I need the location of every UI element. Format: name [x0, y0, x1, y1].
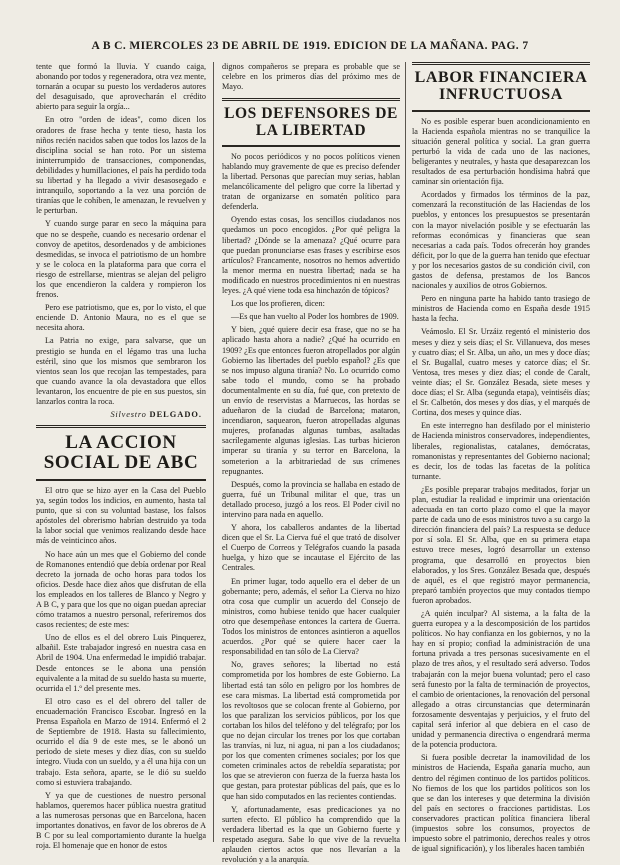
column-left [36, 62, 206, 851]
article-paragraph: No hace aún un mes que el Gobierno del conde de Romanones entendió que debía ordenar por Real decreto la jornada de ocho horas para todos los oficios. Desde hace diez años que disfrutan de ella los empleados en los talleres de Blanco y Negro y A B C, y para que los que no oigan puedan apreciar cómo tratamos a nuestro personal, referiremos dos casos recientes; de este mes: [36, 549, 206, 630]
article-paragraph: El otro que se hizo ayer en la Casa del Pueblo ya, según todos los indicios, en aumento, hasta tal punto, que si con su voluntad bastase, los falsos apóstoles del obrerismo habrían destruido ya toda la labor social que venimos realizando desde hace más de veinticinco años. [36, 485, 206, 546]
article-paragraph: Uno de ellos es el del obrero Luis Pinquerez, albañil. Este trabajador ingresó en nuestra casa en Abril de 1904. Una enfermedad le impidió trabajar. Desde entonces se le abona una pensión equivalente a la mitad de su sueldo hasta su muerte, ocurrida el 1.º del presente mes. [36, 633, 206, 693]
signature-last-name: DELGADO. [149, 410, 202, 420]
article-paragraph: Y, afortunadamente, esas predicaciones ya no surten efecto. El público ha comprendido que la verdadera libertad es la que un Gobierno fuerte y respetado asegura. Sabe lo que vive de la revuelta aplauden ciertos actos que nos llevarían a la revolución y a la anarquía. [222, 804, 400, 865]
article-paragraph: En otro "orden de ideas", como dicen los oradores de frase hecha y tente tieso, hasta los niños recién nacidos saben que todos los lazos de la disciplina social se han roto. Por un sistema ininterrumpido de transacciones, componendas, debilidades y humillaciones, el país ha perdido toda su libertad y ha llegado a vivir desasosegado e intranquilo, soportando a la vez una porción de tiranías que le cohíben, le amenazan, le revuelven y le perturban. [36, 115, 206, 216]
article-title: LOS DEFENSORES DE LA LIBERTAD [224, 105, 398, 139]
article-paragraph: Si fuera posible decretar la inamovilidad de los ministros de Hacienda, España ganaría mucho, aun dentro del régimen continuo de los partidos políticos. No fiemos de los que los partidos políticos son los que se dan los intereses y que determina la división del país en sectores o fracciones partidistas. Los conservadores practican política financiera liberal (impuestos sobre los consumos, proyectos de impuesto sobre el patrimonio, derechos reales y otros de igual significación), y los liberales hacen también [412, 753, 590, 854]
article-paragraph: ¿Es posible preparar trabajos meditados, forjar un plan, estudiar la realidad e imprimir una orientación adecuada en tan corto plazo como el que la mayor parte de cada uno de esos ministros tuvo a su cargo la dirección financiera del país? La respuesta se deduce por sí sola. El Sr. Alba, que en su primera etapa estuvo trece meses, logró desarrollar un extenso programa, que desarrolló en proyectos bien elaborados, y los Sres. González Besada que, después de aquél, es el que registró mayor permanencia, preparó también proyectos que muy contados tiempo fueron aprobados. [412, 484, 590, 605]
column-middle [222, 62, 400, 865]
article-paragraph: Y ahora, los caballeros andantes de la libertad dicen que el Sr. La Cierva fué el que trató de disolver el Cuerpo de Correos y Telégrafos cuando la pasada huelga, y hizo que se incautase el Ejército de las Centrales. [222, 523, 400, 573]
article-paragraph: dignos compañeros se prepara es probable que se celebre en los primeros días del próximo mes de Mayo. [222, 62, 400, 92]
article-title: LABOR FINANCIERA INFRUCTUOSA [414, 69, 588, 103]
article-signature [36, 410, 202, 419]
article-paragraph: Veámoslo. El Sr. Urzáiz regentó el ministerio dos meses y diez y seis días; el Sr. Villanueva, dos meses y cuatro días; el Sr. Alba, un año, un mes y doce días; el Sr. Bugallal, cuatro meses y catorce días; el Sr. Ventosa, tres meses y diez días; el conde de Caralt, veinte días; el Sr. González Besada, siete meses y doce días; el Sr. Alba (segunda etapa), veintiséis días; el Sr. Calbetón, dos meses y dos días, y el marqués de Cortina, dos meses y quince días. [412, 327, 590, 418]
section-rule [222, 145, 400, 147]
page-masthead: A B C. MIERCOLES 23 DE ABRIL DE 1919. EDICION DE LA MAÑANA. PAG. 7 [91, 40, 529, 52]
article-paragraph: Oyendo estas cosas, los sencillos ciudadanos nos quedamos un poco encogidos. ¿Por qué peligra la libertad? ¿Dónde se la amenaza? ¿Qué ocurre para que puedan pronunciarse esas frases y escribirse esos artículos? Francamente, nosotros no hemos advertido la menor merma en nuestra libertad; nada se ha modificado en nuestros procedimientos ni en nuestras leyes. ¿A qué viene toda esa hinchazón de tópicos? [222, 215, 400, 296]
article-paragraph: tente que formó la lluvia. Y cuando caiga, abonando por todos y regeneradora, otra vez mente, tornarán a ocupar su puesto los verdaderos autores del desaguisado, que aprovecharán el crédito abierto para seguir la orgía... [36, 62, 206, 112]
column-divider [405, 62, 406, 842]
section-rule [36, 425, 206, 428]
article-paragraph: Los que los profieren, dicen: [231, 299, 325, 309]
article-paragraph: —Es que han vuelto al Poder los hombres de 1909. [231, 312, 399, 322]
article-paragraph: No, graves señores; la libertad no está comprometida por los hombres de este Gobierno. La libertad está tan sólo en peligro por los hombres de ese cara mismas. La libertad está comprometida por los revoltosos que se colocan frente al Gobierno, por los que paralizan los servicios públicos, por los que cortaban los hilos del teléfono y del telégrafo; por los que no dejan circular los trenes por los que cortaban las tranvías, ni luz, ni agua, ni pan a los ciudadanos; por los que comenten crímenes sociales; por los que cometen criminales actos de rebeldía separatista; por los que se atrevieron con fuerza de la fuerza hasta los que gestan, para protestar públicas del país, que es lo que han sido computados en las recientes contiendas. [222, 660, 400, 801]
article-paragraph: No pocos periódicos y no pocos políticos vienen hablando muy gravemente de que es preciso defender la libertad. Personas que parecían muy serias, hablan melancólicamente del peligro que corre la libertad y tratan de organizarse en somatén político para defenderla. [222, 151, 400, 212]
article-paragraph: Y cuando surge parar en seco la máquina para que no se despeñe, cuando es necesario ordenar el convoy de apetitos, desordenados y de ambiciones desmedidas, se invoca el patriotismo de un hombre y se le coloca en la plataforma para que corra el riesgo de estrellarse, mientras se alejan del peligro los que encendieron la caldera y rompieron los frenos. [36, 219, 206, 300]
article-paragraph: Pero ese patriotismo, que es, por lo visto, el que enciende D. Antonio Maura, no es el que se necesita ahora. [36, 303, 206, 333]
article-paragraph: En primer lugar, todo aquello era el deber de un gobernante; pero, además, el señor La Cierva no hizo otra cosa que cumplir un acuerdo del Consejo de ministros, como hubiese tenido que hacer cualquier otro que desempeñase entonces la cartera de Guerra. Todos los ministros de entonces asintieron a aquellos acuerdos. ¿Por qué se quiere hacer caer la responsabilidad en tan sólo de La Cierva? [222, 576, 400, 657]
article-paragraph: El otro caso es el del obrero del taller de encuadernación Francisco Escobar. Ingresó en la Prensa Española en Marzo de 1914. Enfermó el 2 de Septiembre de 1918. Hasta su fallecimiento, ocurrido el día 9 de este mes, se le abonó un periodo de siete meses y diez días, con su sueldo íntegro. Viuda con un sueldo, y a él una hija con un trabajo. Esta señora, aparte, se le dió su sueldo como si estuviera trabajando. [36, 696, 206, 787]
article-paragraph: Y ya que de cuestiones de nuestro personal hablamos, queremos hacer pública nuestra gratitud a las numerosas personas que en Barcelona, hacen importantes donativos, en favor de los obreros de A B C por su leal comportamiento durante la huelga roja. El homenaje que en honor de estos [36, 790, 206, 851]
article-paragraph: Acordados y firmados los términos de la paz, comenzará la reconstitución de las Haciendas de los pueblos, y entonces los presupuestos se presentarán con la mayor nivelación posible y se efectuarán las reformas económicas y financieras que sean necesarias a cada país. Todos ofrecerán hoy grandes déficit, por lo que de la guerra han tenido que efectuar y por los necesarios gastos de su condición civil, con gastos de defensa, prestamos de los Bancos nacionales y auxilios de otros Gobiernos. [412, 190, 590, 291]
article-paragraph: Pero en ninguna parte ha habido tanto trasiego de ministros de Hacienda como en España desde 1915 hasta la fecha. [412, 294, 590, 324]
column-right [412, 62, 590, 854]
article-paragraph: Y bien, ¿qué quiere decir esa frase, que no se ha aplicado hasta ahora a nadie? ¿Qué ha ocurrido en 1909? ¿Es que entonces fueron atropellados por algún Gobierno las libertades del pueblo español? ¿Es que se nos impuso alguna tiranía? No. Lo ocurrido como sabe todo el mundo, como se ha probado documentalmente en su día, fué que, con pretexto de un envío de reservistas a Marruecos, las hordas se adueñaron de la ciudad de Barcelona; mataron, incendiaron, saquearon, fueron atropelladas algunas mujeres, profanadas algunas tumbas, asaltadas sacrílegamente algunas iglesias. Las turbas hicieron imperar su tiranía y su terror en Barcelona, la someterion a la arbitrariedad de sus crímenes repugnantes. [222, 325, 400, 476]
article-title: LA ACCION SOCIAL DE ABC [43, 432, 199, 474]
section-rule [412, 62, 590, 65]
article-paragraph: En este interregno han desfilado por el ministerio de Hacienda ministros conservadores, independientes, liberales, regionalistas, catalanes, demócratas, romanonistas y representantes del Gobierno nacional; es decir, los de todas las facetas de la política turnante. [412, 421, 590, 481]
section-rule [412, 110, 590, 112]
article-paragraph: ¿A quién inculpar? Al sistema, a la falta de la guerra europea y a la descomposición de los partidos políticos. No hay confianza en los gobiernos, y no la hay en sí propio; confiad la administración de una fortuna privada a tres personas sucesivamente en el plazo de tres años, y el resultado será adverso. Todos trabajarán con la mejor buena voluntad; pero el caso será funesto por la falta de terminación de proyectos, el cambio de orientaciones, la renovación del personal allegado a otras circunstancias que determinarán forzosamente desventajas y perjuicios, y el fruto del capital será inferior al que debiera en el caso de unidad y permanencia directiva o engendrará merma de la potencia productora. [412, 609, 590, 750]
article-paragraph: La Patria no exige, para salvarse, que un prestigio se hunda en el légamo tras una lucha estéril, sino que los mismos que sembraron los vientos sean los que recojan las tempestades, para que cuando avance la ola devastadora que ellos levantaron, los encuentre de pie en sus puestos, sin lanzarlos contra la roca. [36, 336, 206, 406]
section-rule [222, 98, 400, 101]
section-rule [36, 479, 206, 481]
column-divider [213, 62, 214, 842]
article-paragraph: No es posible esperar buen acondicionamiento en la Hacienda española mientras no se tranquilice la situación general política y social. La gran guerra perturbó la vida de cada uno de las naciones, beligerantes y neutrales, y hasta que desaparezcan los resultados de esa perturbación hondísima habrá que caminar sin orientación fija. [412, 116, 590, 187]
signature-first-name: Silvestro [110, 410, 147, 420]
article-paragraph: Después, como la provincia se hallaba en estado de guerra, fué un Tribunal militar el que, tras un detallado proceso, juzgó a los reos. El Poder civil no intervino para nada en aquello. [222, 479, 400, 519]
